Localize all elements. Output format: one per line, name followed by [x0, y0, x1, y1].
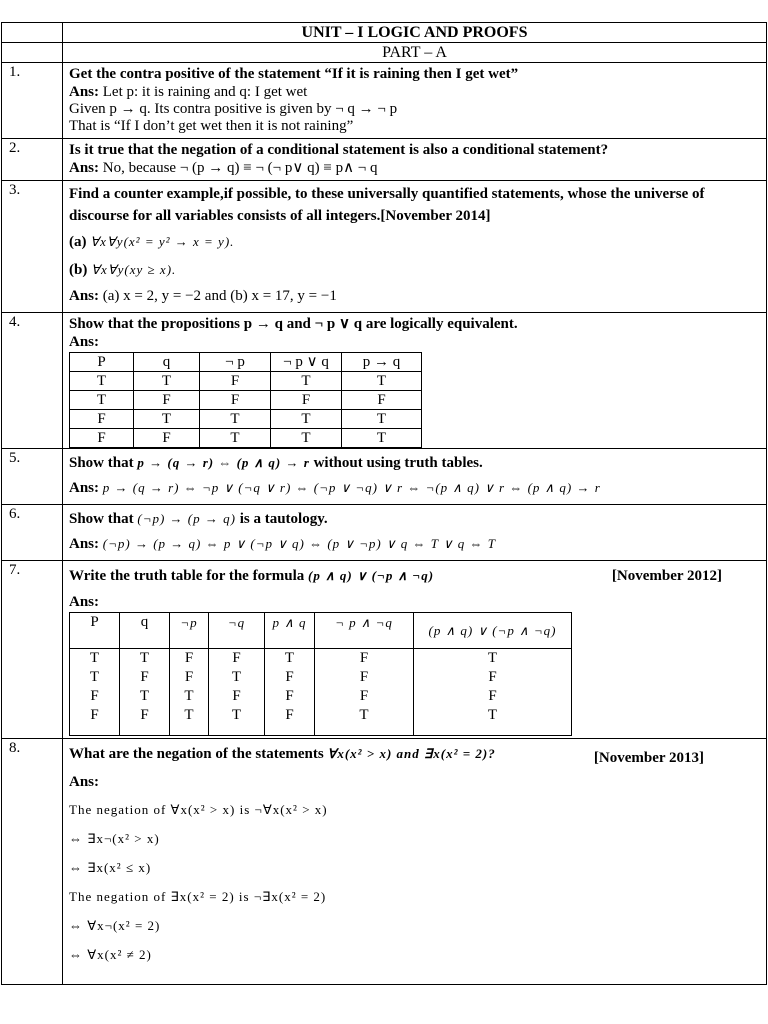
question-text: Show that the propositions p → q and ¬ p ∨ q are logically equivalent. — [69, 316, 518, 332]
table-row — [70, 391, 422, 410]
table-cell: T — [134, 410, 200, 429]
table-row — [70, 429, 422, 448]
column-header: p ∧ q — [265, 613, 315, 649]
table-cell: T — [200, 410, 271, 429]
answer-line: That is “If I don’t get wet then it is not raining” — [69, 118, 354, 134]
question-number: 1. — [2, 63, 63, 139]
part-title: PART – A — [382, 44, 447, 61]
blank-cell — [2, 23, 63, 43]
answer-text: No, because ¬ (p → q) ≡ ¬ (¬ p∨ q) ≡ p∧ ¬ q — [102, 160, 378, 176]
column-header: ¬ p — [200, 353, 271, 372]
column-header: P — [70, 613, 120, 649]
table-cell: T — [271, 429, 342, 448]
question-text: Write the truth table for the formula — [69, 568, 305, 584]
question-number: 6. — [2, 505, 63, 561]
question-text: Show that — [69, 511, 134, 527]
answer-label: Ans: — [69, 774, 100, 790]
question-formula: ∀x(x² > x) and ∃x(x² = 2)? — [327, 746, 496, 761]
table-column: F F F T — [315, 649, 414, 736]
part-a-label: (a) — [69, 234, 87, 250]
column-header: ¬q — [209, 613, 265, 649]
answer-line: ⇔ ∃x(x² ≤ x) — [69, 860, 152, 875]
question-text: without using truth tables. — [313, 455, 483, 471]
table-cell: T — [134, 372, 200, 391]
question-text: Get the contra positive of the statement “If it is raining then I get wet” — [69, 66, 519, 82]
question-number: 2. — [2, 139, 63, 181]
question-text: is a tautology. — [239, 511, 328, 527]
table-cell: F — [70, 429, 134, 448]
table-cell: F — [342, 391, 422, 410]
table-row — [70, 410, 422, 429]
question-tag: [November 2013] — [593, 750, 704, 766]
question-formula: (¬p) → (p → q) — [137, 511, 236, 526]
table-cell: F — [134, 429, 200, 448]
answer-label: Ans: — [69, 334, 100, 350]
column-header: ¬ p ∧ ¬q — [315, 613, 414, 649]
answer-label: Ans: — [69, 594, 100, 610]
column-header: ¬ p ∨ q — [271, 353, 342, 372]
table-cell: T — [70, 372, 134, 391]
part-b-label: (b) — [69, 262, 88, 278]
question-number: 4. — [2, 313, 63, 449]
table-row — [70, 372, 422, 391]
answer-label: Ans: — [69, 480, 100, 496]
question-row-2 — [2, 139, 767, 181]
part-a-formula: ∀x∀y(x² = y² → x = y). — [90, 234, 235, 249]
question-text: discourse for all variables consists of all integers.[November 2014] — [69, 208, 491, 224]
question-text: Show that — [69, 455, 134, 471]
question-number: 8. — [2, 739, 63, 985]
table-cell: F — [200, 391, 271, 410]
table-cell: T — [342, 372, 422, 391]
table-cell: F — [271, 391, 342, 410]
answer-line: ⇔ ∀x(x² ≠ 2) — [69, 947, 152, 962]
table-column: T F T F — [120, 649, 170, 736]
question-row-5 — [2, 449, 767, 505]
question-bank-table — [1, 22, 767, 985]
answer-label: Ans: — [69, 160, 100, 176]
question-formula: (p ∧ q) ∨ (¬p ∧ ¬q) — [307, 568, 435, 583]
answer-line: The negation of ∀x(x² > x) is ¬∀x(x² > x) — [69, 802, 328, 817]
answer-label: Ans: — [69, 536, 100, 552]
column-header: (p ∧ q) ∨ (¬p ∧ ¬q) — [414, 613, 572, 649]
table-column: T F F T — [414, 649, 572, 736]
answer-line: Let p: it is raining and q: I get wet — [102, 84, 308, 100]
part-row — [2, 43, 767, 63]
answer-line: ⇔ ∀x¬(x² = 2) — [69, 918, 161, 933]
question-text: Is it true that the negation of a conditional statement is also a conditional statement? — [69, 142, 609, 158]
answer-formula: p → (q → r) ⇔ ¬p ∨ (¬q ∨ r) ⇔ (¬p ∨ ¬q) ∨ r ⇔ ¬(p ∧ q) ∨ r ⇔ (p ∧ q) → r — [102, 480, 601, 495]
column-header: p → q — [342, 353, 422, 372]
table-cell: T — [200, 429, 271, 448]
table-column: T T F F — [70, 649, 120, 736]
question-tag: [November 2012] — [611, 568, 722, 584]
document-page — [1, 22, 766, 985]
answer-line: ⇔ ∃x¬(x² > x) — [69, 831, 160, 846]
question-row-3 — [2, 181, 767, 313]
table-column: T F F F — [265, 649, 315, 736]
question-row-1 — [2, 63, 767, 139]
question-number: 5. — [2, 449, 63, 505]
question-row-4 — [2, 313, 767, 449]
table-cell: F — [200, 372, 271, 391]
question-row-8 — [2, 739, 767, 985]
table-cell: T — [271, 372, 342, 391]
table-column: F F T T — [170, 649, 209, 736]
table-cell: T — [342, 429, 422, 448]
table-cell: T — [342, 410, 422, 429]
question-row-6 — [2, 505, 767, 561]
table-cell: F — [134, 391, 200, 410]
answer-line: The negation of ∃x(x² = 2) is ¬∃x(x² = 2) — [69, 889, 327, 904]
table-header-row — [70, 353, 422, 372]
table-column: F T F T — [209, 649, 265, 736]
question-number: 3. — [2, 181, 63, 313]
answer-formula: (¬p) → (p → q) ⇔ p ∨ (¬p ∨ q) ⇔ (p ∨ ¬p) ∨ q ⇔ T ∨ q ⇔ T — [102, 536, 497, 551]
table-header-row — [70, 613, 572, 649]
table-cell: F — [70, 410, 134, 429]
answer-label: Ans: — [69, 84, 100, 100]
table-cell: T — [70, 391, 134, 410]
table-body-row — [70, 649, 572, 736]
column-header: P — [70, 353, 134, 372]
answer-text: (a) x = 2, y = −2 and (b) x = 17, y = −1 — [102, 288, 337, 304]
column-header: ¬p — [170, 613, 209, 649]
answer-line: Given p → q. Its contra positive is given by ¬ q → ¬ p — [69, 101, 398, 117]
column-header: q — [120, 613, 170, 649]
question-row-7 — [2, 561, 767, 739]
answer-label: Ans: — [69, 288, 100, 304]
truth-table — [69, 352, 422, 448]
column-header: q — [134, 353, 200, 372]
table-cell: T — [271, 410, 342, 429]
question-formula: p → (q → r) ⇔ (p ∧ q) → r — [137, 455, 310, 470]
question-text: Find a counter example,if possible, to these universally quantified statements, whose the universe of — [69, 186, 705, 202]
unit-title: UNIT – I LOGIC AND PROOFS — [301, 24, 528, 41]
truth-table — [69, 612, 572, 736]
question-text: What are the negation of the statements — [69, 746, 324, 762]
question-number: 7. — [2, 561, 63, 739]
part-b-formula: ∀x∀y(xy ≥ x). — [91, 262, 177, 277]
blank-cell — [2, 43, 63, 63]
title-row — [2, 23, 767, 43]
